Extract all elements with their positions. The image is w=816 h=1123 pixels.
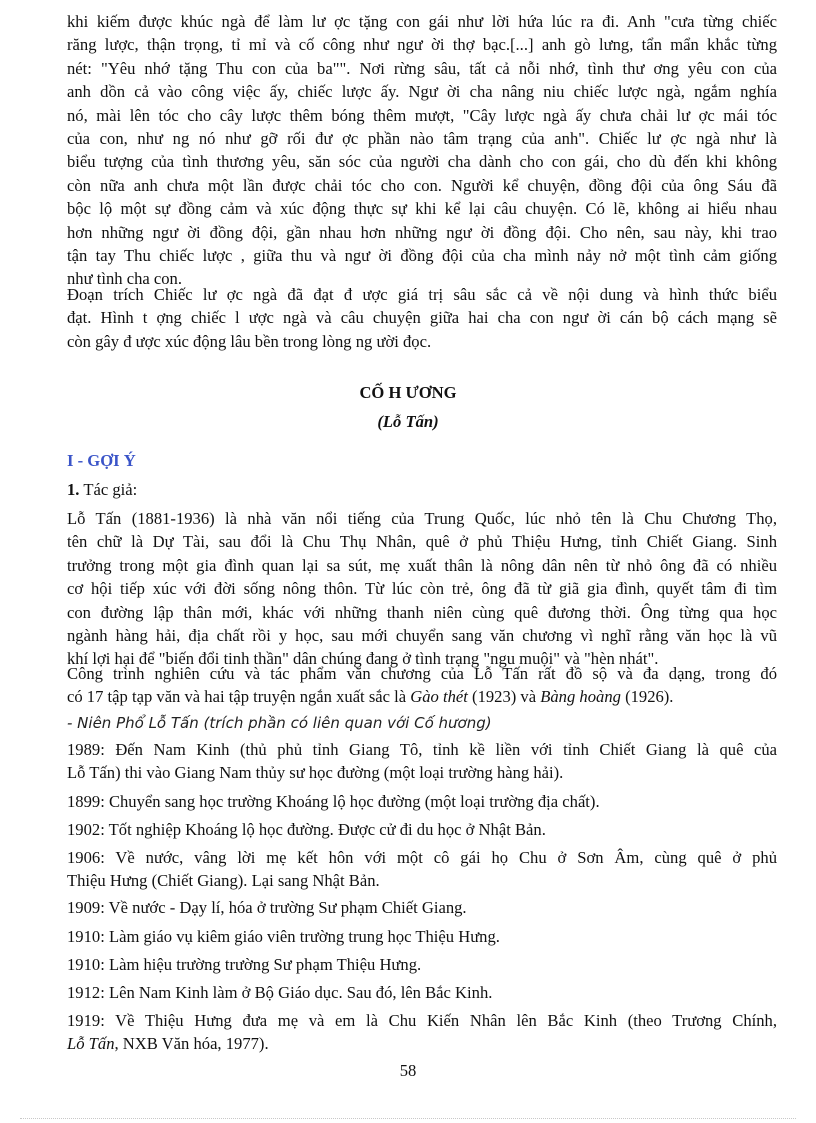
page-number: 58: [399, 1061, 417, 1080]
text-line: [67, 283, 777, 306]
text-line: như tình cha con.: [67, 269, 182, 289]
text-line: Công trình nghiên cứu và tác phẩm văn chương của Lỗ Tấn rất đồ sộ và đa dạng, trong đó: [67, 664, 777, 683]
text-line: [67, 1032, 777, 1055]
text-line: Thiệu Hưng (Chiết Giang). Lại sang Nhật Bản.: [67, 871, 380, 891]
text-line: 1902: Tốt nghiệp Khoáng lộ học đường. Được cử đi du học ở Nhật Bản.: [67, 820, 546, 839]
chronology-entry: [67, 981, 777, 1004]
text-line: con đường lập thân mới, khác với những thanh niên cùng quê đương thời. Ông từng qua học: [67, 602, 777, 622]
text-segment: có 17 tập tạp văn và hai tập truyện ngắn xuất sắc là: [67, 687, 411, 707]
chronology-entry: [67, 1009, 777, 1056]
text-line: nét: "Yêu nhớ tặng Thu con của ba"". Nơi rừng sâu, tất cả nỗi nhớ, tình thư ơng yêu con của: [67, 58, 777, 78]
text-line: còn nữa anh chưa một lần được chải tóc cho con. Người kể chuyện, đồng đội của ông Sáu đã: [67, 175, 777, 195]
chronology-entry: [67, 896, 777, 919]
chronology-note: - Niên Phổ Lỗ Tấn (trích phần có liên quan với Cố hương): [67, 714, 492, 732]
text-segment: , NXB Văn hóa, 1977).: [114, 1034, 269, 1054]
text-line: trưởng trong một gia đình quan lại sa sút, mẹ xuất thân là nông dân nên từ nhỏ ông đã có nhiều: [67, 555, 777, 575]
work-title: Gào thét: [410, 687, 468, 707]
subsection-label: Tác giả:: [83, 480, 138, 499]
intro-paragraph-2: [67, 283, 777, 353]
author-paragraph: [67, 507, 777, 671]
chronology-entry: [67, 846, 777, 893]
text-line: 1910: Làm giáo vụ kiêm giáo viên trường trung học Thiệu Hưng.: [67, 927, 500, 946]
text-line: cơ hội tiếp xúc với đời sống nông thôn. Từ lúc còn trẻ, ông đã từ giã gia đình, quyết tâm đi tìm: [67, 579, 777, 599]
chronology-entry: [67, 738, 777, 785]
text-line: 1910: Làm hiệu trường trường Sư phạm Thiệu Hưng.: [67, 955, 422, 974]
text-line: Lỗ Tấn) thi vào Giang Nam thủy sư học đường (một loại trường hàng hải).: [67, 763, 564, 783]
text-segment: (1923) và: [467, 687, 541, 707]
subsection-heading: [67, 480, 137, 500]
page-break-line: [20, 1118, 796, 1119]
text-line: ngành hàng hải, địa chất rồi y học, sau mới chuyển sang văn chương vì nghĩ rằng văn học là vũ: [67, 626, 777, 646]
work-title: Bàng hoàng: [540, 687, 621, 707]
text-line: 1919: Về Thiệu Hưng đưa mẹ và em là Chu Kiến Nhân lên Bắc Kinh (theo Trương Chính,: [67, 1011, 777, 1030]
text-line: anh dồn cả vào công việc ấy, chiếc lược ấy. Ngư ời cha nâng niu chiếc lược ngà, ngắm nghía: [67, 82, 777, 102]
text-line: răng lược, thận trọng, tỉ mỉ và cố công như ngư ời thợ bạc.[...] anh gò lưng, tẩn mẩn khắc từng: [67, 35, 777, 55]
intro-paragraph-1: [67, 10, 777, 291]
text-line: hơn những ngư ời đồng đội, gần nhau hơn những ngư ời đồng đội. Cho nên, sau này, khi trao: [67, 222, 777, 242]
text-line: 1899: Chuyển sang học trường Khoáng lộ học đường (một loại trường địa chất).: [67, 792, 600, 811]
text-line: 1989: Đến Nam Kinh (thủ phủ tỉnh Giang Tô, tỉnh kề liền với tỉnh Chiết Giang là quê của: [67, 740, 777, 759]
text-line: tên chữ là Dự Tài, sau đổi là Chu Thụ Nhân, quê ở phủ Thiệu Hưng, tỉnh Chiết Giang. Sinh: [67, 532, 777, 552]
text-segment: (1926).: [620, 687, 674, 707]
text-line: 1912: Lên Nam Kinh làm ở Bộ Giáo dục. Sau đó, lên Bắc Kinh.: [67, 983, 493, 1002]
section-heading: I - GỢI Ý: [67, 451, 136, 470]
text-line: còn gây đ ược xúc động lâu bền trong lòng ng ười đọc.: [67, 331, 432, 351]
book-title: Lỗ Tấn: [67, 1034, 115, 1054]
text-line: khi kiếm được khúc ngà để làm lư ợc tặng con gái như lời hứa lúc ra đi. Anh "cưa từng chiếc: [67, 12, 777, 31]
text-line: nó, mài lên tóc cho cây lược thêm bóng thêm mượt, "Cây lược ngà ấy chưa chải lư ợc mái tóc: [67, 105, 777, 125]
chronology-entry: [67, 953, 777, 976]
text-line: Lỗ Tấn (1881-1936) là nhà văn nổi tiếng của Trung Quốc, lúc nhỏ tên là Chu Chương Thọ,: [67, 509, 777, 528]
chronology-entry: [67, 790, 777, 813]
subsection-number: 1.: [67, 480, 80, 499]
text-line: bộc lộ một sự đồng cảm và xúc động thực sự khi kể lại câu chuyện. Có lẽ, không ai hiểu nhau: [67, 199, 777, 219]
text-line: khí lợi hại để "biến đổi tinh thần" dân chúng đang ở tình trạng "ngu muội" và "hèn nhát".: [67, 649, 659, 669]
story-author: (Lỗ Tấn): [377, 412, 439, 431]
text-line: 1909: Về nước - Dạy lí, hóa ở trường Sư phạm Chiết Giang.: [67, 898, 467, 917]
text-line: đạt. Hình t ợng chiếc l ược ngà và câu chuyện giữa hai cha con ngư ời cán bộ cách mạng sẽ: [67, 308, 777, 328]
chronology-entry: [67, 818, 777, 841]
text-line-content: Đoạn trích Chiếc lư ợc ngà đã đạt đ ược giá trị sâu sắc cả về nội dung và hình thức biểu: [67, 285, 777, 304]
story-title: CỐ H ƯƠNG: [359, 383, 457, 402]
text-line: [67, 685, 777, 708]
text-line: biểu tượng của tình thương yêu, săn sóc của người cha dành cho con gái, cho dù đến khi không: [67, 152, 777, 172]
chronology-entry: [67, 925, 777, 948]
text-line: của con, như ng nó như gỡ rối đư ợc phần nào tâm trạng của anh". Chiếc lư ợc ngà như là: [67, 129, 777, 149]
text-line: tận tay Thu chiếc lược , giữa thu và ngư ời đồng đội của cha mình nảy nở một tình cảm giống: [67, 246, 777, 266]
text-line: 1906: Về nước, vâng lời mẹ kết hôn với một cô gái họ Chu ở Sơn Âm, cùng quê ở phủ: [67, 848, 777, 867]
works-paragraph: [67, 662, 777, 709]
